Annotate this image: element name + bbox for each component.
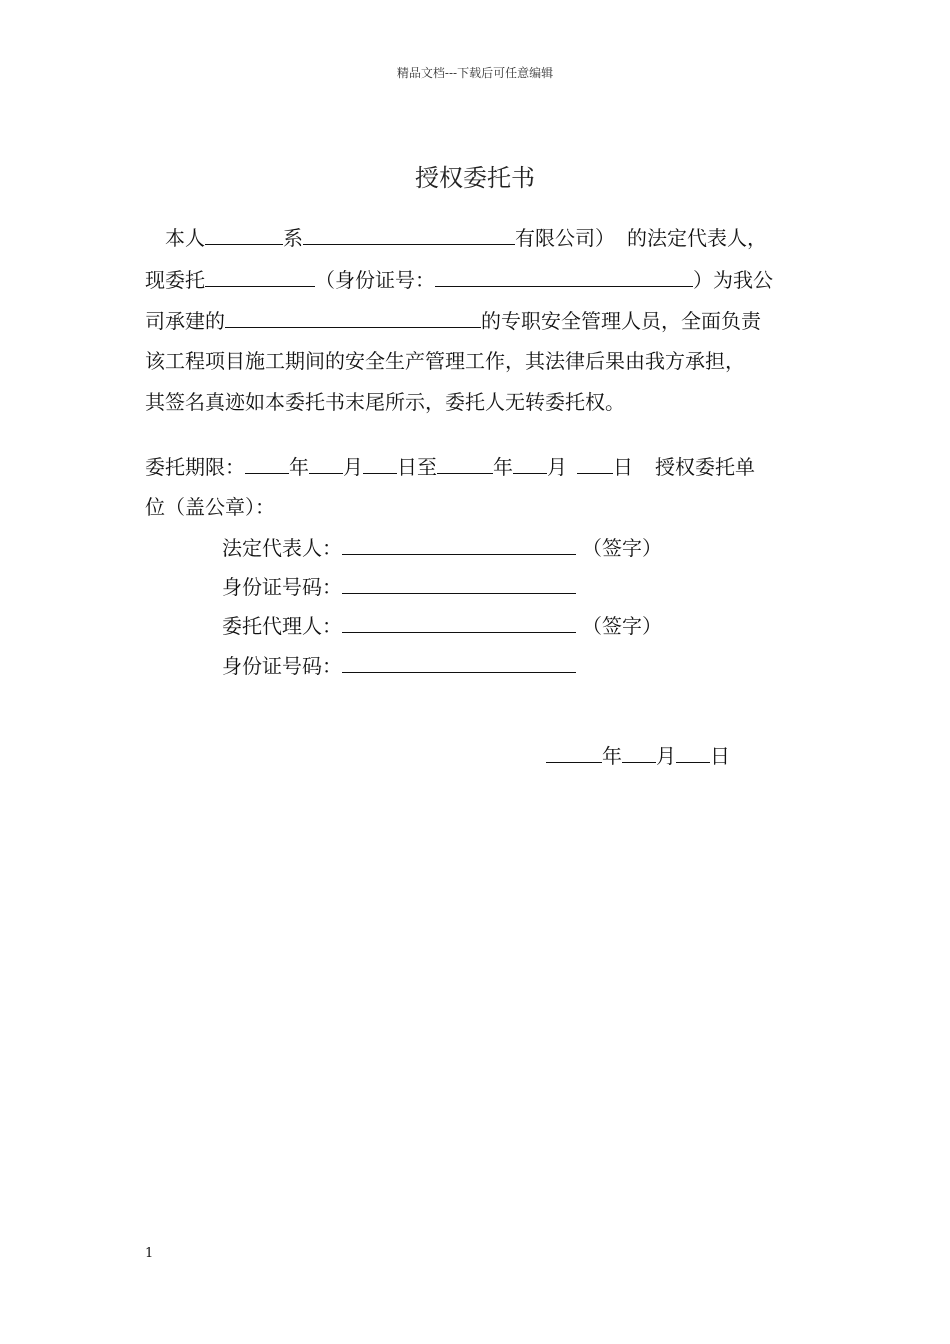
blank-company-name[interactable] [303, 222, 515, 245]
blank-legal-rep-id[interactable] [342, 571, 576, 594]
agent-row [222, 610, 662, 640]
sign-label-2: （签字） [582, 614, 662, 638]
text-sign-day: 日 [710, 744, 730, 768]
text-sign-year: 年 [602, 744, 622, 768]
text-month-2: 月 [547, 455, 567, 479]
blank-end-month[interactable] [513, 451, 547, 474]
text-company-suffix: 有限公司） [515, 226, 615, 250]
blank-legal-rep-signature[interactable] [342, 532, 576, 555]
id-label-1: 身份证号码： [222, 575, 342, 599]
term-line [145, 451, 755, 481]
page-number: 1 [145, 1246, 154, 1261]
text-of: 系 [283, 226, 303, 250]
id-label-2: 身份证号码： [222, 654, 342, 678]
text-for-company: ）为我公 [693, 268, 773, 292]
blank-principal-name[interactable] [205, 222, 283, 245]
text-day-2: 日 [613, 455, 633, 479]
text-safety-manager: 的专职安全管理人员，全面负责 [481, 309, 761, 333]
text-entrust: 现委托 [145, 268, 205, 292]
blank-agent-id[interactable] [435, 264, 693, 287]
paragraph-line-1 [145, 222, 767, 252]
blank-sign-year[interactable] [546, 740, 602, 763]
unit-seal-line: 位（盖公章）： [145, 495, 275, 519]
blank-agent-id-number[interactable] [342, 650, 576, 673]
term-label: 委托期限： [145, 455, 245, 479]
blank-project-name[interactable] [225, 305, 481, 328]
paragraph-line-4: 该工程项目施工期间的安全生产管理工作，其法律后果由我方承担， [145, 349, 745, 373]
agent-id-row [222, 650, 576, 680]
text-undertaken: 司承建的 [145, 309, 225, 333]
text-legal-rep: 的法定代表人， [627, 226, 767, 250]
sign-label-1: （签字） [582, 536, 662, 560]
legal-rep-row [222, 532, 662, 562]
text-month: 月 [343, 455, 363, 479]
paragraph-line-3 [145, 305, 761, 335]
blank-sign-day[interactable] [676, 740, 710, 763]
text-principal: 本人 [165, 226, 205, 250]
blank-end-day[interactable] [577, 451, 613, 474]
header-note: 精品文档---下载后可任意编辑 [396, 66, 554, 80]
text-day-to: 日至 [397, 455, 437, 479]
blank-agent-name[interactable] [205, 264, 315, 287]
legal-rep-label: 法定代表人： [222, 536, 342, 560]
text-year-2: 年 [493, 455, 513, 479]
text-year: 年 [289, 455, 309, 479]
text-id-number: （身份证号： [315, 268, 435, 292]
blank-sign-month[interactable] [622, 740, 656, 763]
text-sign-month: 月 [656, 744, 676, 768]
paragraph-line-5: 其签名真迹如本委托书末尾所示，委托人无转委托权。 [145, 390, 625, 414]
paragraph-line-2 [145, 264, 773, 294]
blank-start-year[interactable] [245, 451, 289, 474]
blank-end-year[interactable] [437, 451, 493, 474]
text-unit-label: 授权委托单 [655, 455, 755, 479]
agent-label: 委托代理人： [222, 614, 342, 638]
signing-date-row [546, 740, 730, 770]
document-title: 授权委托书 [415, 164, 535, 192]
blank-start-day[interactable] [363, 451, 397, 474]
blank-start-month[interactable] [309, 451, 343, 474]
blank-agent-signature[interactable] [342, 610, 576, 633]
legal-rep-id-row [222, 571, 576, 601]
